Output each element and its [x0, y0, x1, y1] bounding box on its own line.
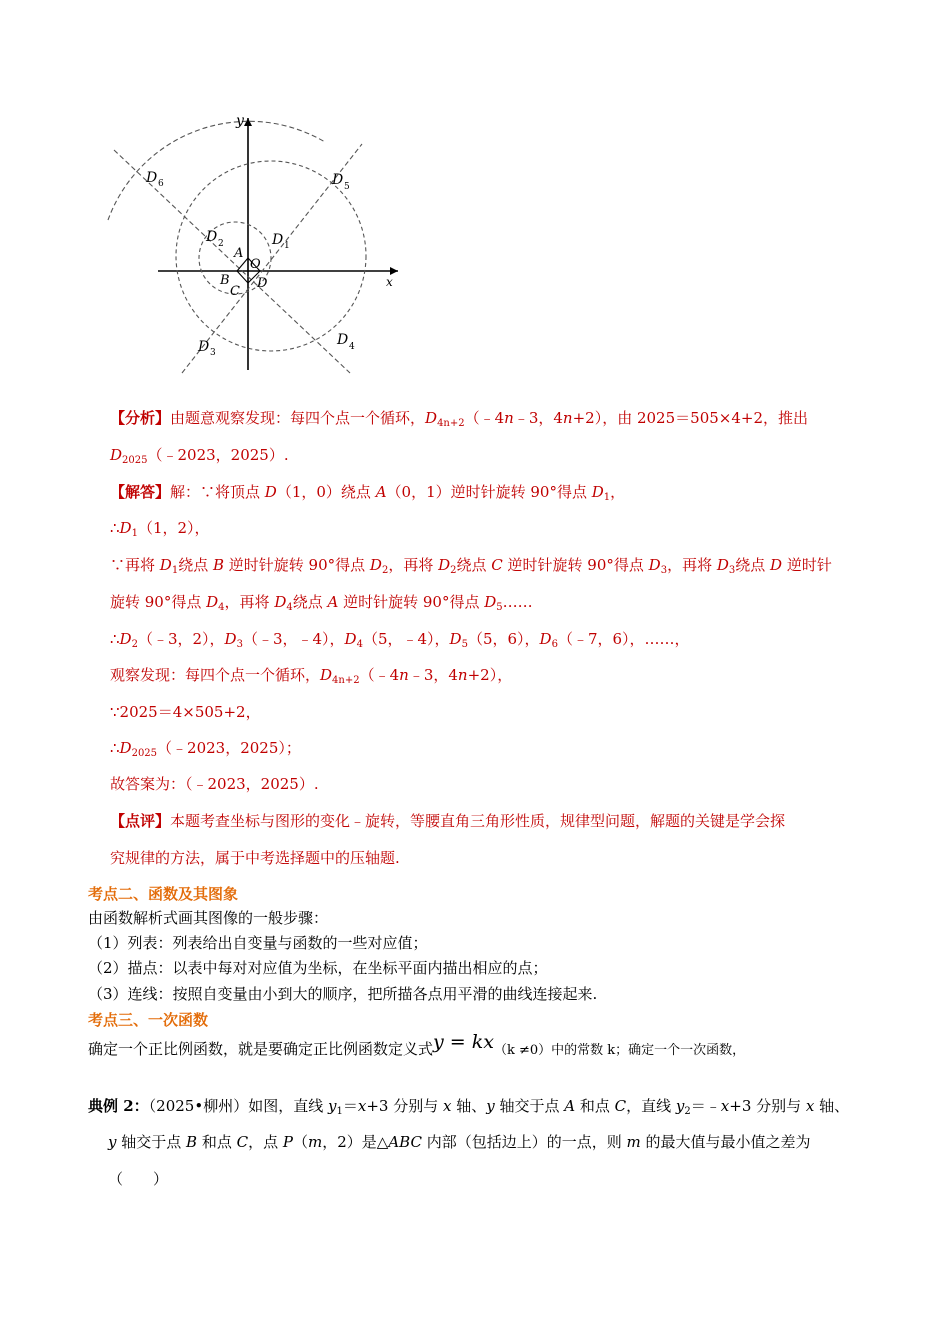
label-d: D — [257, 276, 268, 291]
section-3-heading: 考点三、一次函数 — [88, 1011, 209, 1029]
var: m — [307, 1133, 323, 1151]
sub: 4n+2 — [332, 675, 360, 686]
text: ﹣3，4 — [513, 409, 563, 427]
solution-line-8 — [110, 738, 301, 764]
section-2-intro: 由函数解析式画其图像的一般步骤： — [88, 909, 329, 927]
section-2-step-3: （3）连线：按照自变量由小到大的顺序，把所描各点用平滑的曲线连接起来. — [88, 985, 598, 1003]
solution-line-7: ∵2025＝4×505+2， — [110, 703, 261, 721]
var: C — [614, 1097, 627, 1115]
var: D — [264, 483, 277, 501]
analysis-tag: 【分析】 — [110, 409, 171, 427]
var: D — [438, 556, 451, 574]
section-3-text — [88, 1031, 746, 1061]
var: C — [236, 1133, 249, 1151]
label-d1: D — [272, 232, 284, 248]
sub: 4 — [286, 602, 293, 613]
var: y — [327, 1097, 337, 1115]
sub: 1 — [171, 565, 179, 576]
var: D — [224, 630, 237, 648]
text: ∴ — [110, 630, 120, 648]
coordinate-diagram — [100, 108, 410, 380]
section-2-heading: 考点二、函数及其图象 — [88, 885, 239, 903]
var: D — [274, 593, 287, 611]
text: （5，6）， — [467, 630, 540, 648]
text: 逆时针 — [782, 556, 832, 574]
var: x — [442, 1097, 452, 1115]
text: 绕点 — [178, 556, 213, 574]
text: （5，﹣4）， — [362, 630, 450, 648]
label-b: B — [220, 273, 230, 288]
large-circle — [176, 161, 366, 351]
var: D — [119, 630, 132, 648]
example-answer-bracket: （ ） — [108, 1170, 169, 1188]
label-x: x — [386, 275, 393, 289]
sub: 2 — [450, 565, 457, 576]
text: ，再将 — [388, 556, 439, 574]
var: D — [425, 409, 438, 427]
label-o: O — [250, 257, 261, 272]
text: ﹣3，4 — [408, 666, 458, 684]
var: x — [805, 1097, 815, 1115]
analysis-line-2 — [110, 445, 289, 471]
var: A — [564, 1097, 576, 1115]
var: P — [282, 1133, 293, 1151]
text: 由题意观察发现：每四个点一个循环， — [170, 409, 426, 427]
sub: 1 — [603, 492, 611, 503]
text: （ — [292, 1133, 308, 1151]
text: （﹣3，﹣4）， — [242, 630, 345, 648]
text: ，点 — [248, 1133, 283, 1151]
var: D — [591, 483, 604, 501]
var: n — [399, 666, 409, 684]
sub: 5 — [461, 639, 468, 650]
text: ，再将 — [667, 556, 717, 574]
label-d3-sub: 3 — [210, 348, 216, 358]
text: +2），由 2025＝505×4+2，推出 — [572, 409, 809, 427]
var: D — [770, 556, 783, 574]
formula-y-kx: y = kx — [433, 1031, 494, 1053]
var: D — [159, 556, 172, 574]
label-c: C — [230, 284, 240, 299]
text: +3 分别与 — [729, 1097, 806, 1115]
sub: 3 — [660, 565, 668, 576]
text: 本题考查坐标与图形的变化﹣旋转，等腰直角三角形性质，规律型问题，解题的关键是学会探 — [170, 812, 786, 830]
text: （﹣4 — [464, 409, 505, 427]
text: （﹣4 — [359, 666, 400, 684]
solution-line-2 — [110, 518, 210, 544]
label-d5-sub: 5 — [344, 182, 350, 192]
text: 内部（包括边上）的一点，则 — [421, 1133, 627, 1151]
text: ∴ — [110, 739, 120, 757]
var: D — [648, 556, 661, 574]
text: 绕点 — [456, 556, 492, 574]
text: （0，1）逆时针旋转 90°得点 — [386, 483, 592, 501]
solution-line-4 — [110, 592, 533, 618]
text: ＝﹣ — [690, 1097, 721, 1115]
section-2-step-1: （1）列表：列表给出自变量与函数的一些对应值； — [88, 934, 428, 952]
label-d6-sub: 6 — [158, 179, 164, 189]
sub: 2025 — [131, 748, 158, 759]
text: +2）， — [467, 666, 513, 684]
text: ， — [610, 483, 626, 501]
var: m — [626, 1133, 641, 1151]
var: D — [484, 593, 497, 611]
text: 轴交于点 — [494, 1097, 565, 1115]
text: 轴、 — [814, 1097, 850, 1115]
var: y — [486, 1097, 495, 1115]
text: 逆时针旋转 90°得点 — [338, 593, 485, 611]
label-d4: D — [337, 332, 349, 348]
label-y: y — [236, 113, 244, 129]
sub: 4 — [218, 602, 225, 613]
var: B — [212, 556, 224, 574]
example-line-2 — [108, 1132, 811, 1152]
text: （2025•柳州）如图，直线 — [148, 1097, 328, 1115]
var: D — [119, 739, 132, 757]
text: ∴ — [110, 519, 120, 537]
y-axis-arrow — [244, 118, 252, 126]
text: ，直线 — [626, 1097, 676, 1115]
outer-arc — [108, 121, 325, 220]
var: D — [206, 593, 219, 611]
text: （1，0）绕点 — [276, 483, 376, 501]
text: （﹣2023，2025）. — [147, 446, 289, 464]
text: ∵再将 — [110, 556, 160, 574]
text: …… — [502, 593, 533, 611]
text: 解：∵将顶点 — [170, 483, 265, 501]
x-axis-arrow — [390, 267, 398, 275]
label-a: A — [234, 246, 244, 261]
var: D — [344, 630, 357, 648]
var: n — [562, 409, 573, 427]
text: 和点 — [575, 1097, 615, 1115]
solution-line-5 — [110, 629, 690, 655]
var: D — [539, 630, 552, 648]
comment-line-2: 究规律的方法，属于中考选择题中的压轴题. — [110, 849, 400, 867]
var: D — [110, 446, 123, 464]
label-d1-sub: 1 — [284, 241, 290, 251]
label-d3: D — [198, 339, 210, 355]
text: 确定一个正比例函数，就是要确定正比例函数定义式 — [88, 1040, 434, 1058]
example-label: 典例 2： — [88, 1097, 149, 1115]
example-line-1 — [88, 1096, 849, 1122]
sub: 5 — [496, 602, 503, 613]
label-d2: D — [206, 229, 218, 245]
var: A — [327, 593, 339, 611]
text: （﹣7，6），……， — [557, 630, 690, 648]
text: 逆时针旋转 90°得点 — [224, 556, 370, 574]
text: +3 分别与 — [366, 1097, 443, 1115]
solution-line-6 — [110, 665, 512, 691]
analysis-line-1 — [110, 408, 808, 434]
text: （k ≠0）中的常数 k；确定一个一次函数， — [493, 1043, 746, 1058]
sub: 4n+2 — [437, 418, 465, 429]
sub: 2 — [684, 1106, 691, 1117]
comment-line-1 — [110, 811, 785, 831]
solution-line-1 — [110, 482, 625, 508]
var: y — [675, 1097, 685, 1115]
var: C — [491, 556, 503, 574]
text: 和点 — [197, 1133, 237, 1151]
text: 的最大值与最小值之差为 — [640, 1133, 811, 1151]
solution-line-9: 故答案为：（﹣2023，2025）. — [110, 775, 319, 793]
sub: 1 — [131, 528, 138, 539]
sub: 2025 — [122, 455, 148, 466]
text: （﹣3，2）， — [137, 630, 225, 648]
text: 轴交于点 — [116, 1133, 187, 1151]
text: 观察发现：每四个点一个循环， — [110, 666, 321, 684]
var: D — [369, 556, 382, 574]
var: x — [720, 1097, 730, 1115]
solution-line-3 — [110, 555, 832, 581]
sub: 1 — [336, 1106, 343, 1117]
text: 逆时针旋转 90°得点 — [502, 556, 649, 574]
var: ABC — [388, 1133, 422, 1151]
text: 绕点 — [292, 593, 328, 611]
text: 绕点 — [735, 556, 771, 574]
var: B — [186, 1133, 198, 1151]
text: 旋转 90°得点 — [110, 593, 207, 611]
var: y — [108, 1133, 117, 1151]
text: 轴、 — [451, 1097, 487, 1115]
sub: 3 — [728, 565, 736, 576]
sub: 2 — [381, 565, 389, 576]
text: ，2）是△ — [322, 1133, 389, 1151]
text: ＝ — [342, 1097, 358, 1115]
var: x — [357, 1097, 367, 1115]
sub: 6 — [551, 639, 558, 650]
rotation-figure — [100, 108, 410, 380]
sub: 2 — [131, 639, 138, 650]
var: n — [504, 409, 514, 427]
var: D — [716, 556, 729, 574]
solution-tag: 【解答】 — [110, 483, 171, 501]
var: D — [320, 666, 333, 684]
text: ，再将 — [224, 593, 275, 611]
var: n — [457, 666, 468, 684]
label-d6: D — [146, 170, 158, 186]
var: A — [375, 483, 387, 501]
label-d4-sub: 4 — [349, 342, 355, 352]
sub: 3 — [236, 639, 243, 650]
text: （1，2）， — [137, 519, 210, 537]
var: D — [449, 630, 462, 648]
sub: 4 — [356, 639, 363, 650]
label-d5: D — [332, 172, 344, 188]
label-d2-sub: 2 — [218, 239, 224, 249]
var: D — [119, 519, 132, 537]
text: （﹣2023，2025）； — [157, 739, 301, 757]
section-2-step-2: （2）描点：以表中每对对应值为坐标，在坐标平面内描出相应的点； — [88, 959, 548, 977]
comment-tag: 【点评】 — [110, 812, 171, 830]
